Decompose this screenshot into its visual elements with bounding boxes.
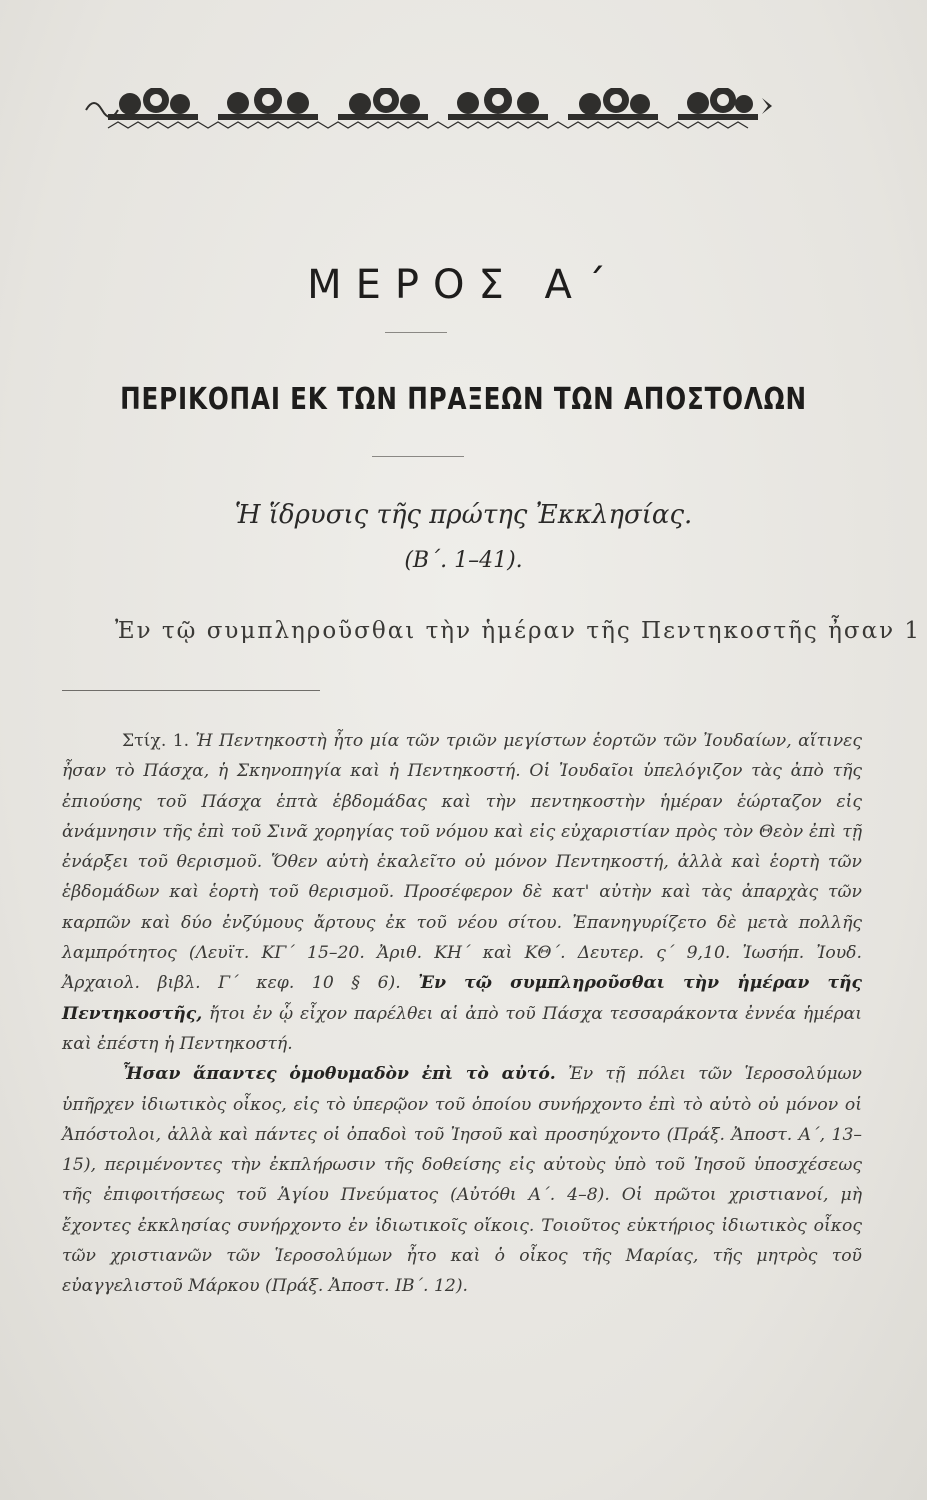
commentary-paragraph (62, 726, 862, 1059)
commentary-text: Ἡ Πεντηκοστὴ ἦτο μία τῶν τριῶν μεγίστων ἑορτῶν τῶν Ἰουδαίων, αἵτινες ἦσαν τὸ Πάσχα, ἡ Σκηνοπηγία καὶ ἡ Πεντηκοστή. Οἱ Ἰουδαῖοι ὑπελόγιζον τὰς ἀπὸ τῆς ἐπιούσης τοῦ Πάσχα ἑπτὰ ἑβδομάδας καὶ τὴν πεντηκοστὴν ἡμέραν ἑώρταζον εἰς ἀνάμνησιν τῆς ἐπὶ τοῦ Σινᾶ χορηγίας τοῦ νόμου καὶ εἰς εὐχαριστίαν πρὸς τὸν Θεὸν ἐπὶ τῇ ἐνάρξει τοῦ θερισμοῦ. Ὅθεν αὐτὴ ἐκαλεῖτο οὐ μόνον Πεντηκοστή, ἀλλὰ καὶ ἑορτὴ τῶν ἑβδομάδων καὶ ἑορτὴ τοῦ θερισμοῦ. Προσέφερον δὲ κατ' αὐτὴν καὶ τὰς ἀπαρχὰς τῶν καρπῶν καὶ δύο ἐνζύμους ἄρτους ἐκ τοῦ νέου σίτου. Ἐπανηγυρίζετο δὲ μετὰ πολλῆς λαμπρότητος (Λευϊτ. ΚΓ΄ 15–20. Ἀριθ. ΚΗ΄ καὶ ΚΘ΄. Δευτερ. ς΄ 9,10. Ἰωσήπ. Ἰουδ. Ἀρχαιολ. βιβλ. Γ΄ κεφ. 10 § 6). (62, 731, 862, 994)
commentary-paragraph (62, 1059, 862, 1301)
scripture-verse: Ἐν τῷ συμπληροῦσθαι τὴν ἡμέραν τῆς Πεντηκοστῆς ἦσαν 1 (115, 618, 922, 644)
verse-label: Στίχ. 1. (122, 731, 190, 751)
chapter-subtitle: Ἡ ἵδρυσις τῆς πρώτης Ἐκκλησίας. (234, 500, 693, 530)
commentary-block (62, 726, 862, 1302)
decorative-ornament-band (78, 88, 778, 134)
commentary-emphasis: Ἐν τῷ συμπληροῦσθαι τὴν ἡμέραν τῆς Πεντηκοστῆς, (62, 973, 862, 1024)
divider (372, 456, 464, 457)
commentary-text: Ἐν τῇ πόλει τῶν Ἱεροσολύμων ὑπῆρχεν ἰδιωτικὸς οἶκος, εἰς τὸ ὑπερῷον τοῦ ὁποίου συνήρχοντο ἐπὶ τὸ αὐτὸ οὐ μόνον οἱ Ἀπόστολοι, ἀλλὰ καὶ πάντες οἱ ὀπαδοὶ τοῦ Ἰησοῦ καὶ προσηύχοντο (Πράξ. Ἀποστ. Α΄, 13–15), περιμένοντες τὴν ἐκπλήρωσιν τῆς δοθείσης εἰς αὐτοὺς ὑπὸ τοῦ Ἰησοῦ ὑποσχέσεως τῆς ἐπιφοιτήσεως τοῦ Ἁγίου Πνεύματος (Αὐτόθι Α΄. 4–8). Οἱ πρῶτοι χριστιανοί, μὴ ἔχοντες ἐκκλησίας συνήρχοντο ἐν ἰδιωτικοῖς οἴκοις. Τοιοῦτος εὐκτήριος ἰδιωτικὸς οἶκος τῶν χριστιανῶν τῶν Ἱεροσολύμων ἦτο καὶ ὁ οἶκος τῆς Μαρίας, τῆς μητρὸς τοῦ εὐαγγελιστοῦ Μάρκου (Πράξ. Ἀποστ. ΙΒ΄. 12). (62, 1064, 862, 1297)
commentary-emphasis: Ἦσαν ἅπαντες ὁμοθυμαδὸν ἐπὶ τὸ αὐτό. (122, 1064, 556, 1085)
part-title: ΜΕΡΟΣ Α΄ (307, 262, 620, 308)
commentary-text: ἤτοι ἐν ᾧ εἶχον παρέλθει αἱ ἀπὸ τοῦ Πάσχα τεσσαράκοντα ἐννέα ἡμέραι καὶ ἐπέστη ἡ Πεντηκοστή. (62, 1003, 862, 1054)
divider (385, 332, 447, 333)
footnote-rule (62, 690, 320, 691)
section-title: ΠΕΡΙΚΟΠΑΙ ΕΚ ΤΩΝ ΠΡΑΞΕΩΝ ΤΩΝ ΑΠΟΣΤΟΛΩΝ (120, 382, 807, 417)
verse-reference: (Β΄. 1–41). (404, 548, 523, 573)
